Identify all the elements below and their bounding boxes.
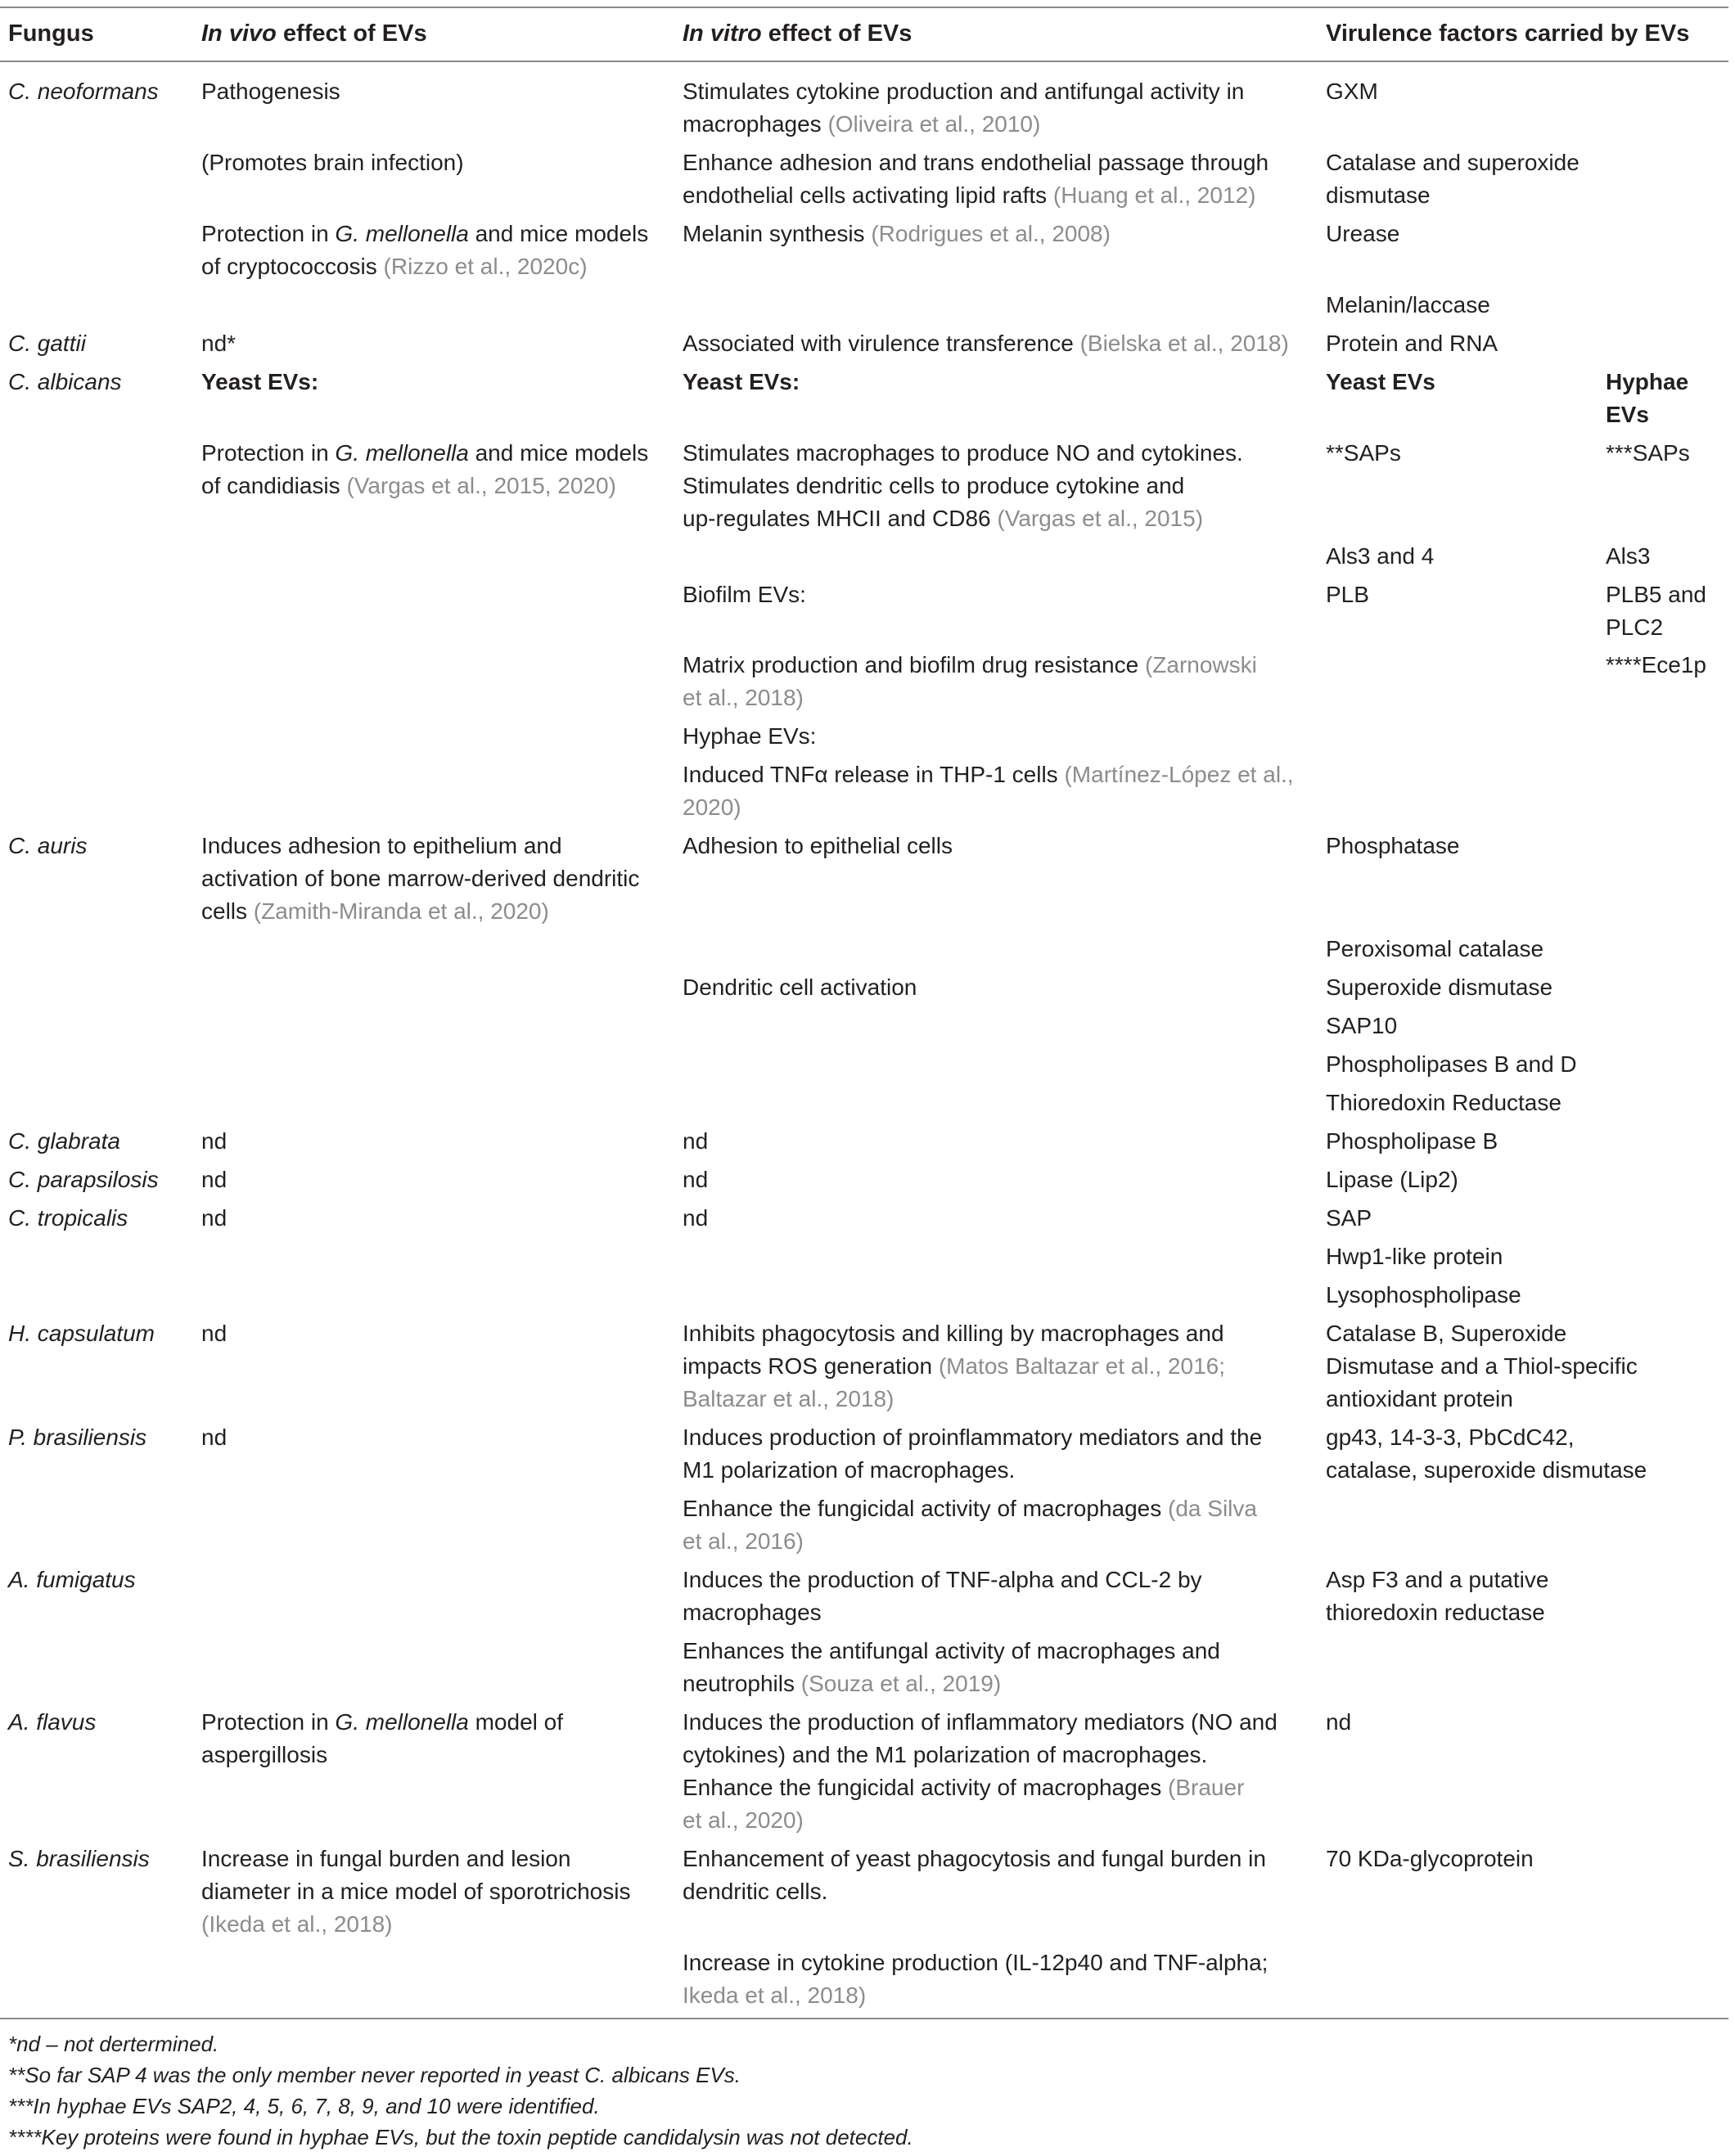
virulence-cell: nd (1326, 1709, 1352, 1735)
in-vitro-cell: Adhesion to epithelial cells (683, 833, 953, 858)
virulence-cell: Urease (1326, 221, 1400, 246)
header-in-vivo-rest: effect of EVs (276, 20, 427, 47)
citation: (Rizzo et al., 2020c) (383, 254, 588, 279)
virulence-cell: Asp F3 and a putative (1326, 1567, 1549, 1592)
citation: (Huang et al., 2012) (1052, 182, 1256, 208)
in-vitro-cell (683, 218, 1111, 250)
in-vitro-cell: Enhances the antifungal activity of macrophages and (683, 1638, 1220, 1663)
in-vivo-cell (201, 218, 648, 250)
footnote: ***In hyphae EVs SAP2, 4, 5, 6, 7, 8, 9, and 10 were identified. (8, 2094, 600, 2118)
fungus-name: S. brasiliensis (8, 1846, 150, 1871)
footnote: ****Key proteins were found in hyphae EVs, but the toxin peptide candidalysin was not detected. (8, 2125, 913, 2149)
text: up-regulates MHCII and CD86 (683, 506, 998, 531)
in-vitro-cell (683, 327, 1289, 360)
virulence-cell: Superoxide dismutase (1326, 974, 1553, 1000)
citation: (Souza et al., 2019) (800, 1671, 1002, 1696)
citation: (Vargas et al., 2015) (997, 506, 1204, 531)
virulence-cell: Thioredoxin Reductase (1326, 1090, 1562, 1115)
header-virulence: Virulence factors carried by EVs (1326, 20, 1690, 47)
header-in-vivo-italic: In vivo (201, 20, 277, 47)
virulence-cell: Phospholipases B and D (1326, 1051, 1577, 1077)
in-vivo-cell: Induces adhesion to epithelium and (201, 833, 562, 858)
in-vitro-cell: Enhance adhesion and trans endothelial passage through (683, 150, 1269, 175)
citation: (Matos Baltazar et al., 2016; (938, 1353, 1225, 1379)
citation: et al., 2016) (683, 1528, 804, 1554)
citation: (Zarnowski (1144, 652, 1257, 677)
virulence-cell: Phospholipase B (1326, 1128, 1498, 1154)
in-vitro-cell: Induces the production of TNF-alpha and CCL-2 by (683, 1567, 1202, 1592)
text: of cryptococcosis (201, 254, 384, 279)
text: cells (201, 898, 254, 924)
citation: (Rodrigues et al., 2008) (871, 221, 1111, 246)
in-vivo-cell: nd (201, 1205, 228, 1231)
virulence-subheader: Yeast EVs (1326, 369, 1435, 394)
in-vitro-cell: Stimulates cytokine production and antifungal activity in (683, 79, 1245, 104)
header-in-vitro-italic: In vitro (683, 20, 762, 47)
citation: (Zamith-Miranda et al., 2020) (253, 898, 549, 924)
text: of candidiasis (201, 473, 347, 498)
virulence-cell: PLB (1326, 582, 1369, 607)
in-vivo-cell: diameter in a mice model of sporotrichosis (201, 1879, 631, 1904)
virulence-cell: 70 KDa-glycoprotein (1326, 1846, 1534, 1871)
in-vivo-cell: nd (201, 1167, 228, 1192)
text: and mice models (468, 221, 649, 246)
in-vitro-cell: nd (683, 1167, 709, 1192)
fungus-name: A. flavus (8, 1709, 97, 1735)
virulence-cell: Peroxisomal catalase (1326, 936, 1544, 961)
in-vitro-subheader: Yeast EVs: (683, 369, 800, 394)
in-vivo-cell (201, 1706, 563, 1739)
citation: (Bielska et al., 2018) (1079, 331, 1289, 356)
fungus-name: C. albicans (8, 369, 122, 394)
in-vitro-cell (683, 1492, 1257, 1525)
fungus-name: H. capsulatum (8, 1321, 155, 1346)
text: impacts ROS generation (683, 1353, 939, 1379)
citation: Baltazar et al., 2018) (683, 1386, 895, 1411)
virulence-cell: catalase, superoxide dismutase (1326, 1457, 1647, 1483)
in-vivo-cell: activation of bone marrow-derived dendritic (201, 866, 640, 891)
in-vitro-cell (683, 1350, 1225, 1383)
header-in-vitro-rest: effect of EVs (761, 20, 913, 47)
fungus-name: P. brasiliensis (8, 1425, 147, 1450)
virulence-cell: Dismutase and a Thiol-specific (1326, 1353, 1638, 1379)
in-vitro-cell: dendritic cells. (683, 1879, 828, 1904)
fungus-name: C. auris (8, 833, 88, 858)
in-vitro-cell: macrophages (683, 1600, 822, 1625)
in-vitro-cell: cytokines) and the M1 polarization of macrophages. (683, 1742, 1208, 1767)
in-vitro-cell: M1 polarization of macrophages. (683, 1457, 1016, 1483)
citation: 2020) (683, 794, 741, 820)
species: G. mellonella (335, 221, 469, 246)
in-vitro-cell: Induces production of proinflammatory mediators and the (683, 1425, 1263, 1450)
header-in-vitro (683, 17, 912, 50)
citation: (Martínez-López et al., (1064, 762, 1294, 787)
virulence-cell: Catalase B, Superoxide (1326, 1321, 1567, 1346)
in-vitro-cell: Inhibits phagocytosis and killing by macrophages and (683, 1321, 1224, 1346)
in-vitro-cell (683, 649, 1257, 682)
virulence-cell: Lysophospholipase (1326, 1282, 1521, 1308)
virulence-cell: Phosphatase (1326, 833, 1460, 858)
in-vitro-cell: Increase in cytokine production (IL-12p40 and TNF-alpha; (683, 1950, 1269, 1975)
text: and mice models (468, 440, 649, 466)
virulence-subheader: Hyphae (1606, 369, 1689, 394)
bottom-rule (0, 2018, 1728, 2019)
in-vivo-cell: aspergillosis (201, 1742, 328, 1767)
in-vitro-cell: Induces the production of inflammatory mediators (NO and (683, 1709, 1278, 1735)
virulence-cell: Melanin/laccase (1326, 292, 1490, 317)
in-vivo-cell (201, 470, 616, 502)
header-rule (0, 61, 1728, 62)
virulence-cell: Lipase (Lip2) (1326, 1167, 1458, 1192)
text: endothelial cells activating lipid rafts (683, 182, 1053, 208)
text: neutrophils (683, 1671, 801, 1696)
in-vitro-cell: Enhancement of yeast phagocytosis and fungal burden in (683, 1846, 1266, 1871)
footnote: **So far SAP 4 was the only member never reported in yeast C. albicans EVs. (8, 2063, 741, 2087)
in-vivo-cell: Pathogenesis (201, 79, 340, 104)
virulence-cell: SAP (1326, 1205, 1372, 1231)
in-vitro-cell: nd (683, 1128, 709, 1154)
text: Protection in (201, 440, 336, 466)
species: G. mellonella (335, 1709, 469, 1735)
in-vitro-cell (683, 179, 1255, 212)
virulence-cell: ****Ece1p (1606, 652, 1706, 677)
fungus-name: C. parapsilosis (8, 1167, 159, 1192)
top-rule (0, 7, 1728, 8)
text: Protection in (201, 1709, 336, 1735)
in-vivo-cell: nd (201, 1321, 228, 1346)
text: Enhance the fungicidal activity of macrophages (683, 1496, 1169, 1521)
citation: (da Silva (1168, 1496, 1257, 1521)
in-vivo-cell: Increase in fungal burden and lesion (201, 1846, 571, 1871)
virulence-cell: thioredoxin reductase (1326, 1600, 1545, 1625)
fungus-name: C. glabrata (8, 1128, 120, 1154)
text: Matrix production and biofilm drug resistance (683, 652, 1145, 677)
virulence-cell: PLC2 (1606, 614, 1664, 640)
virulence-cell: ***SAPs (1606, 440, 1690, 466)
virulence-cell: SAP10 (1326, 1013, 1398, 1038)
text: macrophages (683, 111, 828, 137)
text: Protection in (201, 221, 336, 246)
in-vivo-cell: (Promotes brain infection) (201, 150, 464, 175)
citation: Ikeda et al., 2018) (683, 1983, 867, 2008)
footnote: *nd – not dertermined. (8, 2032, 219, 2056)
virulence-cell: Catalase and superoxide (1326, 150, 1580, 175)
text: Induced TNFα release in THP-1 cells (683, 762, 1065, 787)
text: model of (468, 1709, 563, 1735)
virulence-cell: **SAPs (1326, 440, 1401, 466)
species: G. mellonella (335, 440, 469, 466)
virulence-cell: Als3 (1606, 543, 1651, 569)
fungus-name: A. fumigatus (8, 1567, 136, 1592)
in-vitro-cell: Dendritic cell activation (683, 974, 917, 1000)
in-vitro-cell (683, 108, 1040, 141)
in-vitro-cell: Hyphae EVs: (683, 723, 817, 749)
text: Associated with virulence transference (683, 331, 1080, 356)
in-vivo-cell (201, 895, 549, 928)
in-vitro-cell (683, 1771, 1244, 1804)
in-vivo-cell (201, 250, 588, 283)
in-vitro-cell (683, 502, 1203, 535)
virulence-cell: antioxidant protein (1326, 1386, 1513, 1411)
in-vitro-cell: Stimulates dendritic cells to produce cytokine and (683, 473, 1185, 498)
fungus-name: C. neoformans (8, 79, 159, 104)
citation: (Brauer (1168, 1775, 1245, 1800)
virulence-cell: PLB5 and (1606, 582, 1706, 607)
citation: (Ikeda et al., 2018) (201, 1911, 393, 1937)
in-vitro-cell (683, 1668, 1001, 1700)
header-fungus: Fungus (8, 20, 94, 47)
in-vivo-subheader: Yeast EVs: (201, 369, 319, 394)
in-vitro-cell: Stimulates macrophages to produce NO and cytokines. (683, 440, 1243, 466)
fungus-name: C. tropicalis (8, 1205, 128, 1231)
in-vivo-cell: nd* (201, 331, 237, 356)
virulence-cell: dismutase (1326, 182, 1431, 208)
virulence-cell: GXM (1326, 79, 1378, 104)
fungus-name: C. gattii (8, 331, 86, 356)
virulence-cell: gp43, 14-3-3, PbCdC42, (1326, 1425, 1575, 1450)
in-vivo-cell (201, 437, 648, 470)
citation: (Oliveira et al., 2010) (827, 111, 1041, 137)
virulence-subheader: EVs (1606, 402, 1649, 427)
virulence-cell: Als3 and 4 (1326, 543, 1435, 569)
header-in-vivo (201, 17, 427, 50)
in-vitro-cell (683, 758, 1294, 791)
in-vitro-cell: nd (683, 1205, 709, 1231)
virulence-cell: Hwp1-like protein (1326, 1244, 1503, 1269)
in-vitro-cell: Biofilm EVs: (683, 582, 806, 607)
citation: et al., 2018) (683, 685, 804, 710)
in-vivo-cell: nd (201, 1425, 228, 1450)
citation: (Vargas et al., 2015, 2020) (346, 473, 616, 498)
text: Melanin synthesis (683, 221, 872, 246)
citation: et al., 2020) (683, 1807, 804, 1833)
in-vivo-cell: nd (201, 1128, 228, 1154)
text: Enhance the fungicidal activity of macrophages (683, 1775, 1169, 1800)
virulence-cell: Protein and RNA (1326, 331, 1498, 356)
